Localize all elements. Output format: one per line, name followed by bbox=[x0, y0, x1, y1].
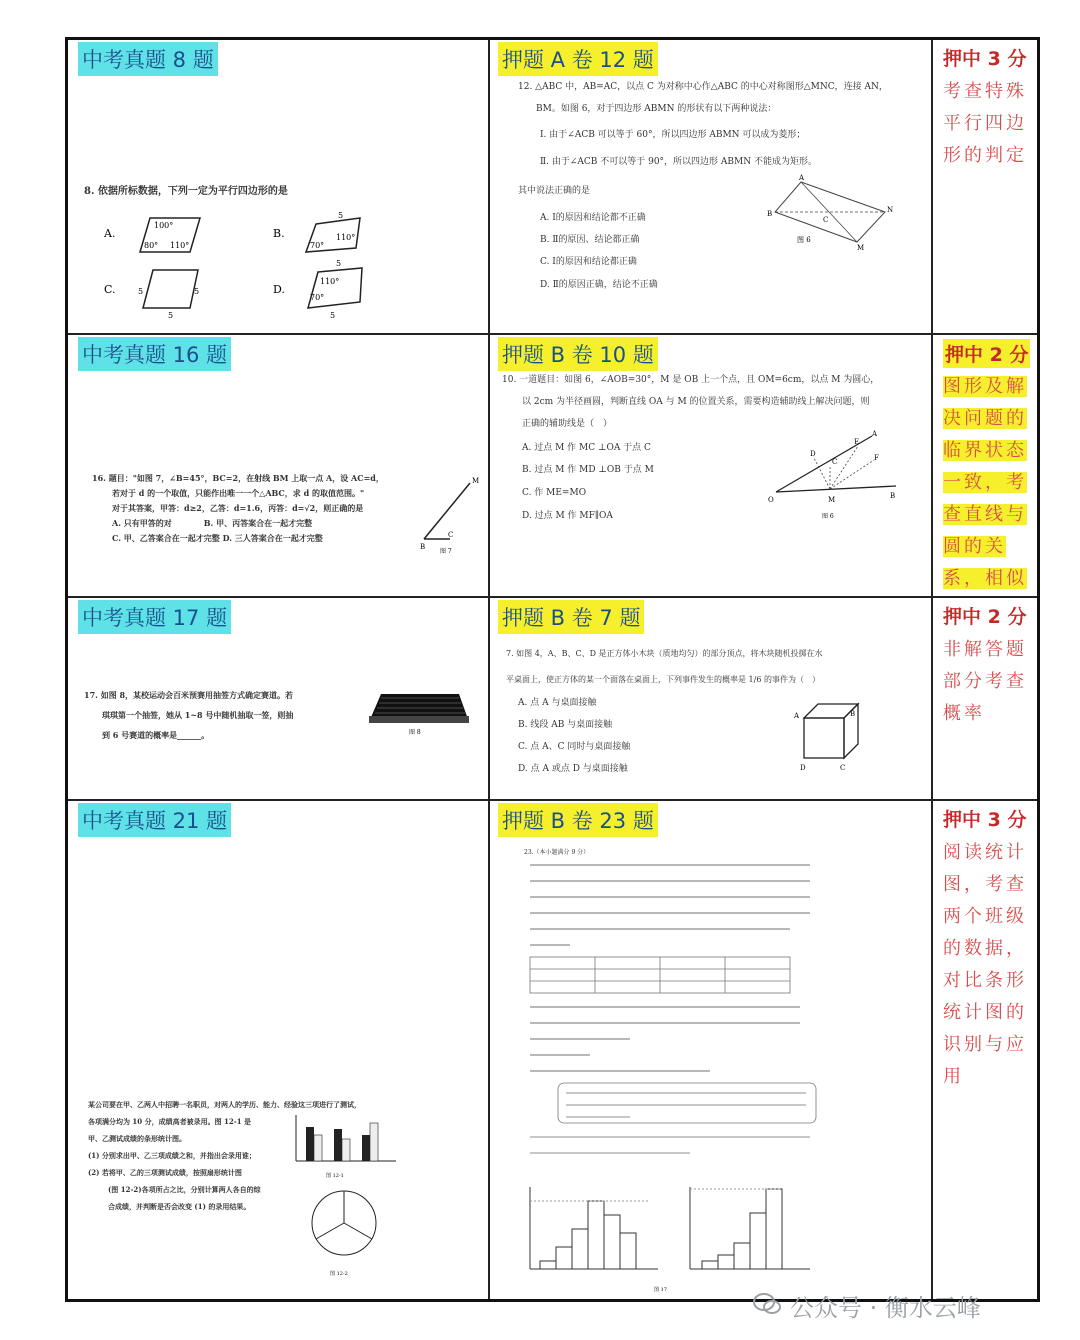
comparison-table bbox=[65, 37, 1040, 1302]
svg-text:110°: 110° bbox=[336, 233, 356, 242]
histogram-class8 bbox=[690, 1187, 810, 1269]
row1-exam-figure bbox=[98, 210, 458, 320]
row1-predict-title: 押题 A 卷 12 题 bbox=[498, 42, 658, 76]
row2-hit-desc-text: 图形及解决问题的临界状态一致，考查直线与圆的关系，相似 bbox=[943, 376, 1027, 596]
svg-text:70°: 70° bbox=[310, 241, 325, 250]
row3-exam-figure bbox=[363, 690, 473, 740]
svg-text:5: 5 bbox=[338, 211, 344, 220]
row1-exam-stem: 8. 依据所标数据，下列一定为平行四边形的是 bbox=[84, 186, 288, 197]
svg-text:C: C bbox=[448, 531, 454, 539]
histogram-class7 bbox=[530, 1187, 658, 1269]
row4-exam-fig2-label: 图 12-2 bbox=[330, 1271, 348, 1277]
row1-predict-stem2: BM。如图 6，对于四边形 ABMN 的形状有以下两种说法： bbox=[536, 104, 777, 114]
svg-text:100°: 100° bbox=[154, 221, 174, 230]
svg-text:A: A bbox=[799, 174, 805, 182]
svg-text:B: B bbox=[890, 492, 896, 500]
row3-predict-opt-c: C. 点 A、C 同时与桌面接触 bbox=[518, 742, 631, 752]
row4-exam-line5: (2) 若将甲、乙的三项测试成绩，按照扇形统计图 bbox=[88, 1168, 242, 1177]
row1-predict-ask: 其中说法正确的是 bbox=[518, 186, 591, 196]
wechat-icon bbox=[752, 1292, 782, 1316]
row3-hit-desc: 非解答题部分考查概率 bbox=[943, 639, 1027, 724]
option-c-label: C. bbox=[104, 283, 116, 296]
row1-exam-title: 中考真题 8 题 bbox=[78, 42, 218, 76]
svg-text:110°: 110° bbox=[320, 277, 340, 286]
row2-exam-line1: 16. 题目："如图 7，∠B=45°，BC=2，在射线 BM 上取一点 A，设 AC=d， bbox=[92, 473, 384, 483]
row2-exam-line5: C. 甲、乙答案合在一起才完整 D. 三人答案合在一起才完整 bbox=[112, 533, 323, 543]
row2-hit-title: 押中 2 分 bbox=[943, 339, 1030, 368]
option-b-figure bbox=[273, 211, 360, 252]
svg-text:C: C bbox=[832, 458, 838, 466]
row2-exam-line3: 对于其答案，甲答：d≥2，乙答：d=1.6，丙答：d=√2，则正确的是 bbox=[112, 503, 364, 513]
row2-predict-line2: 以 2cm 为半径画圆，判断直线 OA 与 M 的位置关系，需要构造辅助线上解决问题，则 bbox=[522, 397, 870, 407]
row3-predict-title: 押题 B 卷 7 题 bbox=[498, 600, 644, 634]
row4-predict-title: 押题 B 卷 23 题 bbox=[498, 803, 658, 837]
svg-text:80°: 80° bbox=[144, 241, 159, 250]
row2-predict-opt-c: C. 作 ME=MO bbox=[522, 488, 587, 498]
option-d-figure bbox=[273, 259, 362, 320]
row4-exam-line3: 甲、乙测试成绩的条形统计图。 bbox=[88, 1134, 186, 1143]
row3-exam-fig-label: 图 8 bbox=[409, 729, 421, 736]
row2-exam-cell bbox=[68, 335, 488, 596]
row2-exam-fig-label: 图 7 bbox=[440, 548, 452, 555]
option-a-label: A. bbox=[104, 227, 116, 240]
svg-text:C: C bbox=[823, 216, 829, 224]
row2-predict-line3: 正确的辅助线是（ ） bbox=[522, 419, 613, 429]
row1-hit-title: 押中 3 分 bbox=[943, 48, 1027, 70]
svg-text:A: A bbox=[794, 712, 800, 720]
row2-exam-line4: A. 只有甲答的对 B. 甲、丙答案合在一起才完整 bbox=[112, 518, 313, 528]
row3-exam-title: 中考真题 17 题 bbox=[78, 600, 231, 634]
svg-text:N: N bbox=[887, 206, 894, 214]
row3-exam-line3: 到 6 号赛道的概率是______。 bbox=[102, 730, 210, 740]
row2-predict-opt-d: D. 过点 M 作 MF∥OA bbox=[522, 511, 613, 521]
svg-text:5: 5 bbox=[138, 287, 144, 296]
row4-exam-fig1-label: 图 12-1 bbox=[326, 1173, 344, 1179]
svg-text:B: B bbox=[850, 710, 856, 718]
row3-predict-line1: 7. 如图 4，A、B、C、D 是正方体小木块（质地均匀）的部分顶点，将木块随机投掷在水 bbox=[506, 649, 823, 658]
row1-hit-cell bbox=[933, 40, 1040, 333]
row1-predict-opt-d: D. Ⅱ的原因正确，结论不正确 bbox=[540, 280, 658, 290]
option-d-label: D. bbox=[273, 283, 285, 296]
row2-exam-title: 中考真题 16 题 bbox=[78, 337, 231, 371]
row4-exam-line6: (图 12-2)各项所占之比，分别计算两人各自的综 bbox=[108, 1185, 261, 1194]
svg-text:5: 5 bbox=[194, 287, 200, 296]
row4-exam-line2: 各项满分均为 10 分，成绩高者被录用。图 12-1 是 bbox=[88, 1117, 252, 1126]
svg-text:A: A bbox=[872, 430, 878, 438]
row1-predict-opt-b: B. Ⅱ的原因、结论都正确 bbox=[540, 235, 640, 245]
row2-exam-figure bbox=[420, 475, 480, 555]
row3-predict-opt-d: D. 点 A 或点 D 与桌面接触 bbox=[518, 764, 628, 774]
row2-hit-cell bbox=[933, 335, 1040, 596]
row1-predict-stem1: 12. △ABC 中，AB=AC，以点 C 为对称中心作△ABC 的中心对称图形△MNC，连接 AN， bbox=[518, 82, 888, 92]
row1-predict-claim2: Ⅱ. 由于∠ACB 不可以等于 90°，所以四边形 ABMN 不能成为矩形。 bbox=[540, 157, 817, 167]
svg-text:5: 5 bbox=[168, 311, 174, 320]
svg-text:B: B bbox=[767, 210, 773, 218]
row4-hit-title: 押中 3 分 bbox=[943, 809, 1027, 831]
svg-text:M: M bbox=[857, 244, 865, 252]
row2-predict-title: 押题 B 卷 10 题 bbox=[498, 337, 658, 371]
svg-text:D: D bbox=[810, 450, 816, 458]
option-c-figure bbox=[104, 270, 199, 320]
svg-text:5: 5 bbox=[336, 259, 342, 268]
row2-hit-desc bbox=[943, 371, 1029, 596]
row4-exam-title: 中考真题 21 题 bbox=[78, 803, 231, 837]
row4-exam-cell bbox=[68, 801, 488, 1302]
svg-text:F: F bbox=[874, 454, 879, 462]
row1-predict-fig-label: 图 6 bbox=[797, 236, 811, 244]
row2-predict-opt-a: A. 过点 M 作 MC ⊥OA 于点 C bbox=[522, 443, 651, 453]
row2-predict-figure bbox=[768, 430, 908, 530]
row1-exam-cell bbox=[68, 40, 488, 333]
svg-text:C: C bbox=[840, 764, 846, 772]
row3-hit-cell bbox=[933, 598, 1040, 799]
row1-predict-figure bbox=[765, 170, 905, 255]
row2-predict-cell bbox=[490, 335, 931, 596]
row2-predict-fig-label: 图 6 bbox=[822, 513, 834, 520]
row1-predict-cell bbox=[490, 40, 931, 333]
svg-text:O: O bbox=[768, 496, 774, 504]
row3-exam-line2: 琪琪第一个抽签，她从 1~8 号中随机抽取一签，则抽 bbox=[102, 710, 294, 720]
row3-predict-opt-b: B. 线段 AB 与桌面接触 bbox=[518, 720, 613, 730]
row1-hit-desc: 考查特殊平行四边形的判定 bbox=[943, 81, 1027, 166]
row3-exam-line1: 17. 如图 8，某校运动会百米预赛用抽签方式确定赛道。若 bbox=[84, 690, 294, 700]
row2-predict-line1: 10. 一道题目：如图 6，∠AOB=30°，M 是 OB 上一个点，且 OM=6cm，以点 M 为圆心， bbox=[502, 375, 880, 385]
row4-hit-cell bbox=[933, 801, 1040, 1302]
row4-exam-line1: 某公司要在甲、乙两人中招聘一名职员，对两人的学历、能力、经验这三项进行了测试， bbox=[88, 1100, 361, 1109]
watermark: 公众号 · 衡水云峰 bbox=[790, 1294, 981, 1322]
row4-predict-cell bbox=[490, 801, 931, 1302]
row1-predict-opt-c: C. Ⅰ的原因和结论都正确 bbox=[540, 257, 637, 267]
row1-predict-opt-a: A. Ⅰ的原因和结论都不正确 bbox=[540, 213, 646, 223]
svg-text:D: D bbox=[800, 764, 806, 772]
row4-exam-line7: 合成绩，并判断是否会改变 (1) 的录用结果。 bbox=[108, 1202, 251, 1211]
row2-exam-line2: 若对于 d 的一个取值，只能作出唯一一个△ABC，求 d 的取值范围。" bbox=[112, 488, 365, 498]
row4-exam-line4: (1) 分别求出甲、乙三项成绩之和，并指出会录用谁； bbox=[88, 1151, 256, 1160]
option-a-figure bbox=[103, 218, 200, 252]
row4-predict-fig-label: 图 17 bbox=[654, 1287, 667, 1293]
row2-predict-opt-b: B. 过点 M 作 MD ⊥OB 于点 M bbox=[522, 465, 654, 475]
svg-text:B: B bbox=[420, 543, 426, 551]
svg-text:5: 5 bbox=[330, 311, 336, 320]
row1-predict-claim1: Ⅰ. 由于∠ACB 可以等于 60°，所以四边形 ABMN 可以成为菱形； bbox=[540, 130, 806, 140]
svg-text:110°: 110° bbox=[170, 241, 190, 250]
row3-predict-cell bbox=[490, 598, 931, 799]
row3-predict-figure bbox=[792, 698, 872, 778]
row3-hit-title: 押中 2 分 bbox=[943, 606, 1027, 628]
row4-exam-figure bbox=[286, 1111, 406, 1281]
row3-predict-opt-a: A. 点 A 与桌面接触 bbox=[518, 698, 597, 708]
svg-text:M: M bbox=[828, 496, 836, 504]
row4-hit-desc: 阅读统计图，考查两个班级的数据，对比条形统计图的识别与应用 bbox=[943, 842, 1027, 1087]
svg-text:E: E bbox=[854, 438, 860, 446]
row4-predict-figure bbox=[510, 857, 910, 1297]
svg-text:M: M bbox=[472, 477, 480, 485]
option-b-label: B. bbox=[273, 227, 285, 240]
row4-predict-head: 23.（本小题满分 9 分） bbox=[524, 849, 590, 856]
row3-predict-line2: 平桌面上，使正方体的某一个面落在桌面上，下列事件发生的概率是 1/6 的事件为（ ） bbox=[506, 675, 820, 684]
row3-exam-cell bbox=[68, 598, 488, 799]
svg-text:70°: 70° bbox=[310, 293, 325, 302]
